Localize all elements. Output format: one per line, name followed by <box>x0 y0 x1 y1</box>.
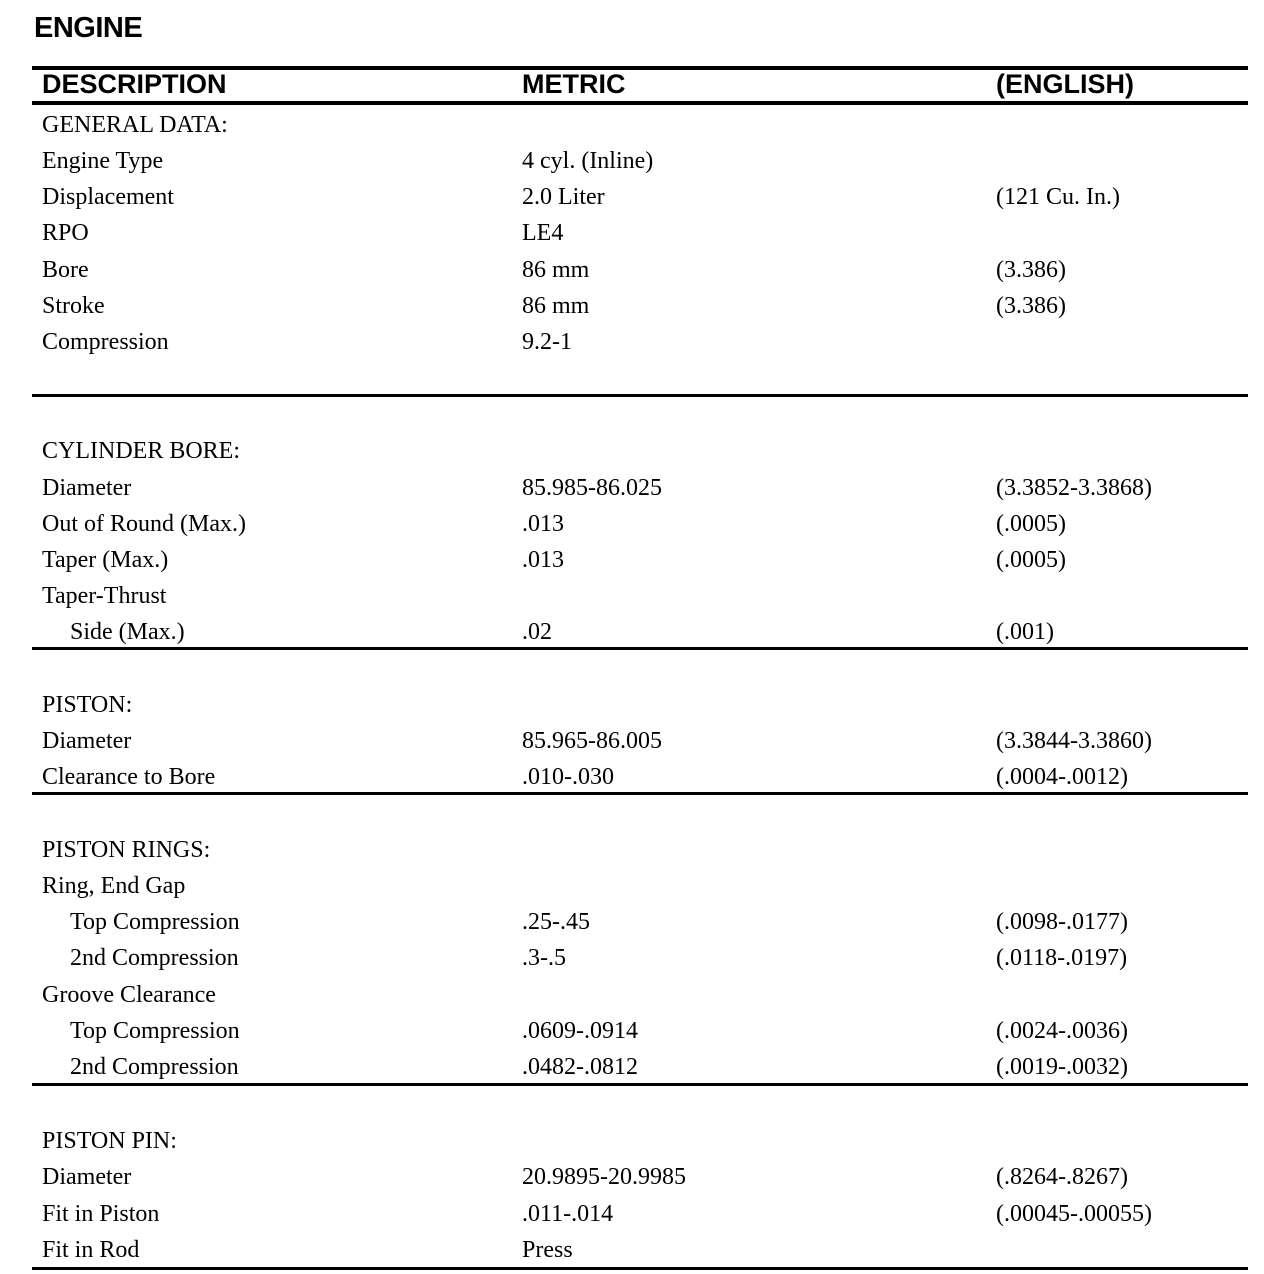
row-metric: .010-.030 <box>522 764 614 790</box>
row-description: Diameter <box>42 475 132 501</box>
row-description: Groove Clearance <box>42 982 216 1008</box>
section-divider <box>32 1267 1248 1270</box>
table-row <box>0 579 1264 613</box>
table-row <box>0 144 1264 178</box>
row-description: Fit in Rod <box>42 1237 140 1263</box>
row-metric: .0482-.0812 <box>522 1054 638 1080</box>
table-row <box>0 1050 1264 1084</box>
table-row <box>0 941 1264 975</box>
table-row <box>0 1014 1264 1048</box>
row-metric: Press <box>522 1237 573 1263</box>
row-english: (.0118-.0197) <box>996 945 1128 971</box>
table-row <box>0 471 1264 505</box>
row-metric: 2.0 Liter <box>522 184 605 210</box>
row-description: Engine Type <box>42 148 164 174</box>
row-english: (3.3852-3.3868) <box>996 475 1152 501</box>
row-description: Top Compression <box>70 909 240 935</box>
section-divider <box>32 1083 1248 1086</box>
row-metric: 9.2-1 <box>522 329 572 355</box>
row-description: Side (Max.) <box>70 619 185 645</box>
column-header-description: DESCRIPTION <box>42 69 227 99</box>
row-english: (3.3844-3.3860) <box>996 728 1152 754</box>
section-divider <box>32 792 1248 795</box>
row-metric: 86 mm <box>522 293 590 319</box>
section-heading-row <box>0 1124 1264 1158</box>
row-description: Taper-Thrust <box>42 583 167 609</box>
table-row <box>0 325 1264 359</box>
row-metric: .0609-.0914 <box>522 1018 638 1044</box>
table-row <box>0 507 1264 541</box>
table-row <box>0 978 1264 1012</box>
row-metric: 20.9895-20.9985 <box>522 1164 686 1190</box>
row-metric: LE4 <box>522 220 564 246</box>
row-metric: 86 mm <box>522 257 590 283</box>
row-metric: 85.985-86.025 <box>522 475 662 501</box>
row-metric: 4 cyl. (Inline) <box>522 148 654 174</box>
table-row <box>0 760 1264 794</box>
table-row <box>0 1197 1264 1231</box>
row-english: (121 Cu. In.) <box>996 184 1120 210</box>
table-row <box>0 724 1264 758</box>
row-english: (.8264-.8267) <box>996 1164 1128 1190</box>
row-description: Clearance to Bore <box>42 764 216 790</box>
row-english: (.00045-.00055) <box>996 1201 1152 1227</box>
row-metric: .02 <box>522 619 552 645</box>
table-row <box>0 1233 1264 1267</box>
row-description: 2nd Compression <box>70 945 239 971</box>
section-heading-piston: PISTON: <box>42 692 133 718</box>
column-header-metric: METRIC <box>522 69 626 99</box>
row-description: Taper (Max.) <box>42 547 169 573</box>
section-heading-row <box>0 108 1264 142</box>
table-row <box>0 615 1264 649</box>
table-row <box>0 869 1264 903</box>
section-heading-piston-rings: PISTON RINGS: <box>42 837 211 863</box>
row-english: (3.386) <box>996 293 1066 319</box>
table-row <box>0 180 1264 214</box>
table-row <box>0 253 1264 287</box>
row-description: Fit in Piston <box>42 1201 160 1227</box>
table-row <box>0 216 1264 250</box>
row-metric: .013 <box>522 547 564 573</box>
table-row <box>0 905 1264 939</box>
row-english: (.0019-.0032) <box>996 1054 1128 1080</box>
section-heading-piston-pin: PISTON PIN: <box>42 1128 177 1154</box>
row-english: (.001) <box>996 619 1054 645</box>
row-description: Bore <box>42 257 89 283</box>
row-metric: .25-.45 <box>522 909 590 935</box>
row-description: Out of Round (Max.) <box>42 511 246 537</box>
row-metric: .011-.014 <box>522 1201 614 1227</box>
row-description: Top Compression <box>70 1018 240 1044</box>
section-divider <box>32 647 1248 650</box>
row-english: (.0098-.0177) <box>996 909 1128 935</box>
row-description: 2nd Compression <box>70 1054 239 1080</box>
section-divider <box>32 394 1248 397</box>
row-description: Stroke <box>42 293 105 319</box>
row-description: Displacement <box>42 184 174 210</box>
row-english: (3.386) <box>996 257 1066 283</box>
row-english: (.0024-.0036) <box>996 1018 1128 1044</box>
row-description: Compression <box>42 329 169 355</box>
row-description: Diameter <box>42 1164 132 1190</box>
section-heading-row <box>0 434 1264 468</box>
row-english: (.0005) <box>996 547 1066 573</box>
header-bottom-rule <box>32 101 1248 105</box>
row-metric: .013 <box>522 511 564 537</box>
table-row <box>0 543 1264 577</box>
row-description: Diameter <box>42 728 132 754</box>
row-metric: 85.965-86.005 <box>522 728 662 754</box>
section-heading-cylinder-bore: CYLINDER BORE: <box>42 438 240 464</box>
page-title: ENGINE <box>34 12 143 44</box>
section-heading-row <box>0 688 1264 722</box>
table-row <box>0 1160 1264 1194</box>
row-english: (.0005) <box>996 511 1066 537</box>
row-english: (.0004-.0012) <box>996 764 1128 790</box>
section-heading-general: GENERAL DATA: <box>42 112 228 138</box>
table-row <box>0 289 1264 323</box>
row-metric: .3-.5 <box>522 945 566 971</box>
row-description: RPO <box>42 220 89 246</box>
column-header-english: (ENGLISH) <box>996 69 1134 99</box>
row-description: Ring, End Gap <box>42 873 186 899</box>
section-heading-row <box>0 833 1264 867</box>
